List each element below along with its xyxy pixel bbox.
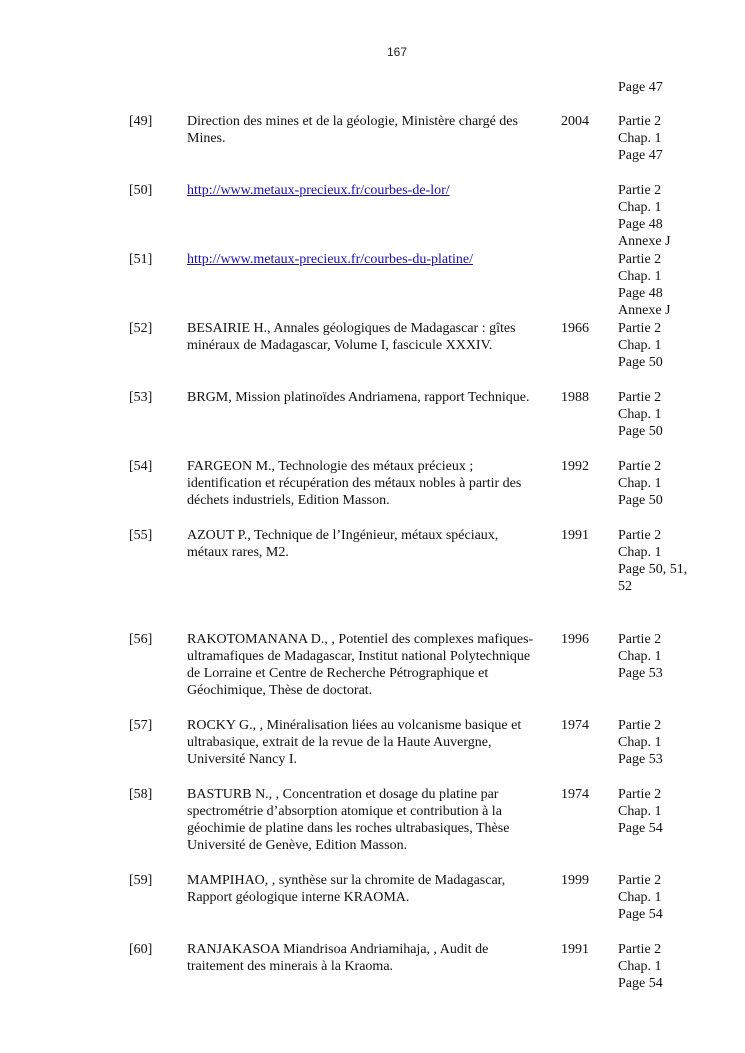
location-part: Partie 2 xyxy=(618,632,662,647)
reference-location xyxy=(618,631,728,682)
reference-location xyxy=(618,786,728,837)
reference-text xyxy=(187,182,537,199)
location-chapter: Chap. 1 xyxy=(618,890,662,905)
location-chapter: Chap. 1 xyxy=(618,407,662,422)
location-page: Page 50 xyxy=(618,493,663,508)
location-page: Page 50 xyxy=(618,424,663,439)
location-page: Page 54 xyxy=(618,907,663,922)
reference-text: MAMPIHAO, , synthèse sur la chromite de Madagascar, Rapport géologique interne KRAOMA. xyxy=(187,873,506,905)
location-chapter: Chap. 1 xyxy=(618,200,662,215)
page-number: 167 xyxy=(386,45,408,59)
reference-location xyxy=(618,251,728,319)
reference-text: BASTURB N., , Concentration et dosage du platine par spectrométrie d’absorption atomique et contribution à la géochimie de platine dans les roches ultrabasiques, Thèse Université de Genève, Edition Masson. xyxy=(187,787,510,853)
location-part: Partie 2 xyxy=(618,321,662,336)
reference-location xyxy=(618,113,728,164)
location-part: Partie 2 xyxy=(618,183,662,198)
location-page: Page 53 xyxy=(618,752,663,767)
reference-number: [51] xyxy=(129,252,153,267)
reference-year: 1992 xyxy=(561,459,589,474)
reference-text: BRGM, Mission platinoïdes Andriamena, rapport Technique. xyxy=(187,390,530,405)
reference-location xyxy=(618,872,728,923)
location-part: Partie 2 xyxy=(618,942,662,957)
reference-link[interactable]: http://www.metaux-precieux.fr/courbes-du-platine/ xyxy=(187,252,473,267)
reference-year: 1999 xyxy=(561,873,589,888)
location-part: Partie 2 xyxy=(618,252,662,267)
reference-number: [58] xyxy=(129,787,153,802)
reference-year: 1974 xyxy=(561,718,589,733)
reference-text: AZOUT P., Technique de l’Ingénieur, métaux spéciaux, métaux rares, M2. xyxy=(187,528,499,560)
location-page: Page 48 xyxy=(618,286,663,301)
location-page: Page 50 xyxy=(618,355,663,370)
location-part: Partie 2 xyxy=(618,873,662,888)
reference-location xyxy=(618,941,728,992)
reference-text: RANJAKASOA Miandrisoa Andriamihaja, , Audit de traitement des minerais à la Kraoma. xyxy=(187,942,489,974)
reference-text: FARGEON M., Technologie des métaux précieux ; identification et récupération des métaux nobles à partir des déchets industriels, Edition Masson. xyxy=(187,459,522,508)
reference-text: RAKOTOMANANA D., , Potentiel des complexes mafiques- ultramafiques de Madagascar, Institut national Polytechnique de Lorraine et Centre de Recherche Pétrographique et Géochimique, Thèse de doctorat. xyxy=(187,632,534,698)
reference-year: 1991 xyxy=(561,528,589,543)
location-page-continued: 52 xyxy=(618,579,632,594)
reference-number: [49] xyxy=(129,114,153,129)
location-part: Partie 2 xyxy=(618,459,662,474)
location-part: Partie 2 xyxy=(618,718,662,733)
reference-number: [60] xyxy=(129,942,153,957)
reference-number: [50] xyxy=(129,183,153,198)
location-page: Page 50, 51, xyxy=(618,562,688,577)
reference-number: [53] xyxy=(129,390,153,405)
location-chapter: Chap. 1 xyxy=(618,269,662,284)
reference-number: [54] xyxy=(129,459,153,474)
location-part: Partie 2 xyxy=(618,528,662,543)
reference-year: 2004 xyxy=(561,114,589,129)
reference-year: 1966 xyxy=(561,321,589,336)
location-chapter: Chap. 1 xyxy=(618,959,662,974)
reference-text xyxy=(187,251,537,268)
reference-number: [59] xyxy=(129,873,153,888)
location-annex: Annexe J xyxy=(618,303,671,318)
location-page: Page 53 xyxy=(618,666,663,681)
location-chapter: Chap. 1 xyxy=(618,804,662,819)
location-annex: Annexe J xyxy=(618,234,671,249)
location-part: Partie 2 xyxy=(618,114,662,129)
reference-location xyxy=(618,458,728,509)
location-chapter: Chap. 1 xyxy=(618,735,662,750)
reference-link[interactable]: http://www.metaux-precieux.fr/courbes-de-lor/ xyxy=(187,183,450,198)
location-part: Partie 2 xyxy=(618,390,662,405)
reference-year: 1974 xyxy=(561,787,589,802)
location-chapter: Chap. 1 xyxy=(618,545,662,560)
location-page: Page 54 xyxy=(618,821,663,836)
reference-location xyxy=(618,320,728,371)
reference-number: [56] xyxy=(129,632,153,647)
reference-text: Direction des mines et de la géologie, Ministère chargé des Mines. xyxy=(187,114,518,146)
location-chapter: Chap. 1 xyxy=(618,131,662,146)
reference-text: ROCKY G., , Minéralisation liées au volcanisme basique et ultrabasique, extrait de la revue de la Haute Auvergne, Université Nancy I. xyxy=(187,718,522,767)
reference-number: [52] xyxy=(129,321,153,336)
location-part: Partie 2 xyxy=(618,787,662,802)
location-page: Page 47 xyxy=(618,148,663,163)
reference-text: BESAIRIE H., Annales géologiques de Madagascar : gîtes minéraux de Madagascar, Volume I, fascicule XXXIV. xyxy=(187,321,516,353)
reference-location xyxy=(618,182,728,250)
reference-year: 1996 xyxy=(561,632,589,647)
reference-location xyxy=(618,527,728,595)
location-page: Page 48 xyxy=(618,217,663,232)
location-page: Page 54 xyxy=(618,976,663,991)
reference-year: 1988 xyxy=(561,390,589,405)
reference-year: 1991 xyxy=(561,942,589,957)
continued-location: Page 47 xyxy=(618,80,663,95)
location-chapter: Chap. 1 xyxy=(618,476,662,491)
reference-location xyxy=(618,717,728,768)
location-chapter: Chap. 1 xyxy=(618,649,662,664)
location-chapter: Chap. 1 xyxy=(618,338,662,353)
reference-location xyxy=(618,389,728,440)
reference-number: [57] xyxy=(129,718,153,733)
reference-number: [55] xyxy=(129,528,153,543)
